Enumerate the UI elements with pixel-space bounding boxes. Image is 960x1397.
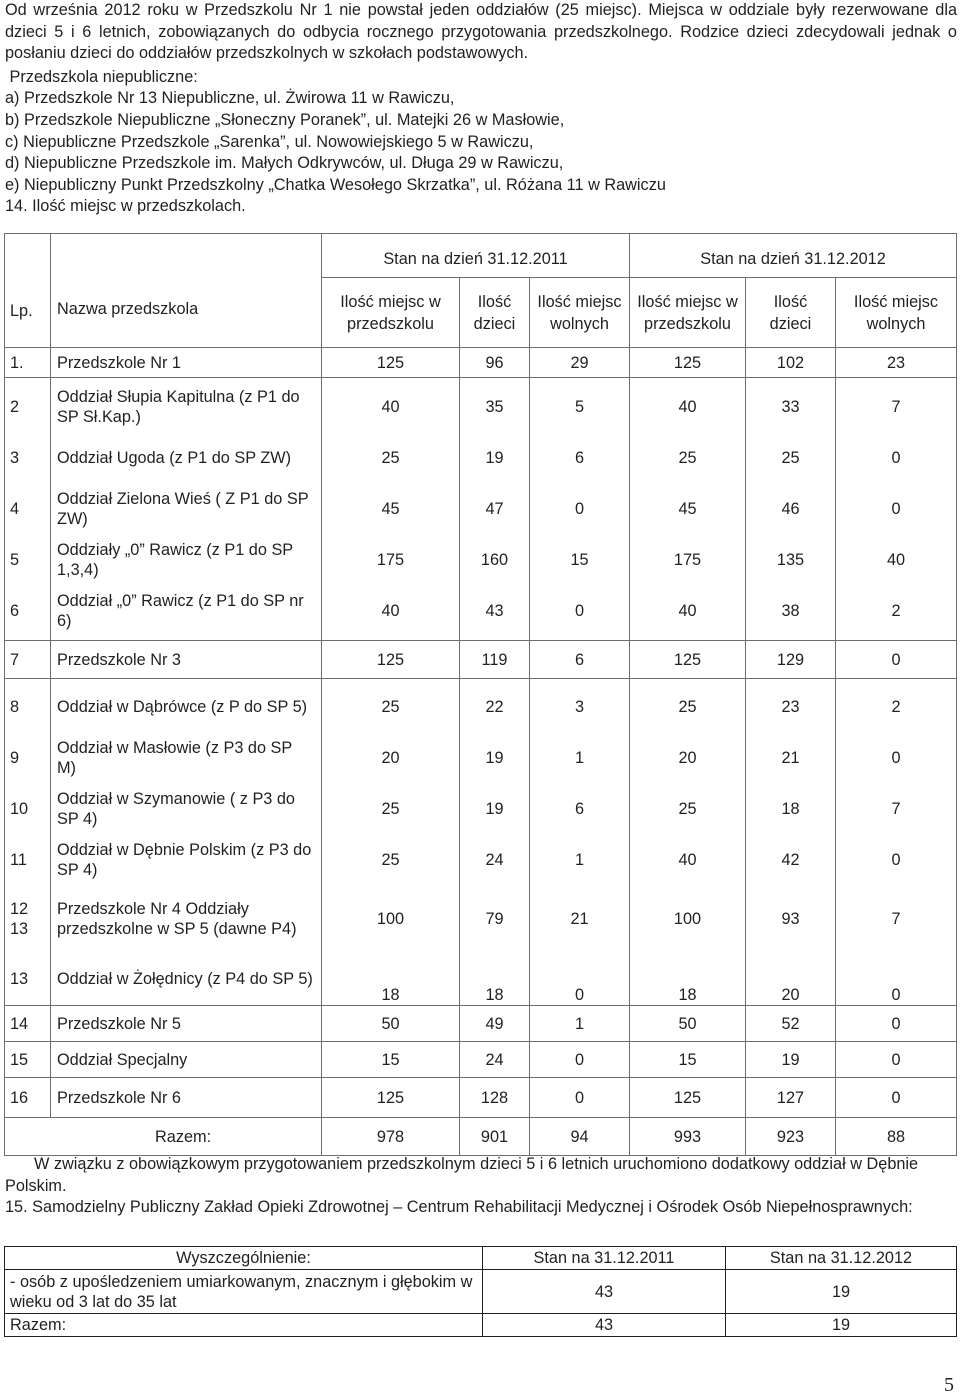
row-value: 0 <box>836 1006 957 1042</box>
row-value: 18 <box>485 986 504 1004</box>
group-names <box>51 679 322 1006</box>
row-value: 40 <box>381 602 400 620</box>
group-values <box>630 378 746 641</box>
list-item: d) Niepubliczne Przedszkole im. Małych Odkrywców, ul. Długa 29 w Rawiczu, <box>5 154 564 173</box>
row-value: 40 <box>678 602 697 620</box>
total-value: 901 <box>460 1118 530 1156</box>
row-value: 0 <box>574 986 585 1004</box>
list-item: e) Niepubliczny Punkt Przedszkolny „Chatka Wesołego Skrzatka”, ul. Różana 11 w Rawiczu <box>5 175 666 194</box>
row-value: 125 <box>630 641 746 679</box>
row-value: 100 <box>673 910 702 928</box>
row-value: 119 <box>460 641 530 679</box>
row-name: Oddział Zielona Wieś ( Z P1 do SP ZW) <box>57 490 309 528</box>
row-value: 23 <box>781 697 800 716</box>
row-value: 7 <box>891 398 901 416</box>
group-names <box>51 378 322 641</box>
row-value: 6 <box>574 799 585 818</box>
row-value: 45 <box>678 500 697 518</box>
row-lp: 9 <box>10 748 20 767</box>
table-row-group <box>5 679 957 1006</box>
row-value: 19 <box>485 449 504 467</box>
list-item: b) Przedszkole Niepubliczne „Słoneczny Poranek”, ul. Matejki 26 w Masłowie, <box>5 110 565 129</box>
table-row <box>5 1078 957 1118</box>
table-row <box>5 1006 957 1042</box>
row-value: 3 <box>574 697 585 716</box>
group-values <box>530 679 630 1006</box>
row-lp: 10 <box>10 799 29 818</box>
row-name: Oddział w Dębnie Polskim (z P3 do SP 4) <box>57 840 312 879</box>
row-value: 25 <box>781 449 800 467</box>
row-name: Przedszkole Nr 6 <box>51 1078 322 1118</box>
row-description: - osób z upośledzeniem umiarkowanym, znacznym i głębokim w wieku od 3 lat do 35 lat <box>5 1270 483 1314</box>
row-value: 1 <box>530 1006 630 1042</box>
rehabilitation-table <box>4 1246 957 1337</box>
non-public-heading: Przedszkola niepubliczne: <box>5 67 198 86</box>
row-value: 175 <box>376 551 405 569</box>
row-name: Oddział w Żołędnicy (z P4 do SP 5) <box>57 970 313 988</box>
row-value: 15 <box>570 551 589 569</box>
row-value: 102 <box>746 348 836 378</box>
row-name: Oddział Specjalny <box>51 1042 322 1078</box>
row-lp: 2 <box>10 398 20 416</box>
header-places: Ilość miejsc w przedszkolu <box>630 278 746 348</box>
row-value: 0 <box>574 602 585 620</box>
row-name: Przedszkole Nr 3 <box>51 641 322 679</box>
row-name: Przedszkole Nr 4 Oddziały przedszkolne w SP 5 (dawne P4) <box>57 900 297 938</box>
section-heading: 14. Ilość miejsc w przedszkolach. <box>5 197 246 216</box>
row-value: 35 <box>485 398 504 416</box>
row-value: 23 <box>836 348 957 378</box>
header-period-2012: Stan na dzień 31.12.2012 <box>630 234 957 278</box>
row-value: 19 <box>726 1270 957 1314</box>
header-free: Ilość miejsc wolnych <box>530 278 630 348</box>
row-value: 24 <box>460 1042 530 1078</box>
row-value: 0 <box>836 1078 957 1118</box>
row-value: 43 <box>485 602 504 620</box>
row-name: Oddział Słupia Kapitulna (z P1 do SP Sł.Kap.) <box>57 388 300 426</box>
table-row <box>5 1042 957 1078</box>
list-item: a) Przedszkole Nr 13 Niepubliczne, ul. Żwirowa 11 w Rawiczu, <box>5 89 455 108</box>
row-value: 25 <box>678 449 697 467</box>
row-value: 0 <box>891 449 901 467</box>
row-lp: 16 <box>5 1078 51 1118</box>
intro-paragraph: Od września 2012 roku w Przedszkolu Nr 1 nie powstał jeden oddziałów (25 miejsc). Miejsca w oddziale były rezerwowane dla dzieci 5 i 6 letnich, zobowiązanych do odbycia rocznego przygotowania przedszkolnego. Rodzice dzieci zdecydowali jednak o posłaniu dzieci do oddziałów przedszkolnych w szkołach podstawowych. <box>5 1 957 63</box>
total-value: 978 <box>322 1118 460 1156</box>
section-heading: 15. Samodzielny Publiczny Zakład Opieki Zdrowotnej – Centrum Rehabilitacji Medycznej i Ośrodek Osób Niepełnosprawnych: <box>5 1198 913 1217</box>
row-value: 5 <box>574 398 585 416</box>
row-name: Oddział w Dąbrówce (z P do SP 5) <box>57 697 308 716</box>
row-value: 100 <box>376 910 405 928</box>
row-value: 46 <box>781 500 800 518</box>
row-value: 19 <box>485 748 504 767</box>
row-value: 135 <box>776 551 805 569</box>
row-lp: 8 <box>10 697 20 716</box>
row-value: 1 <box>574 850 585 869</box>
row-value: 43 <box>483 1270 726 1314</box>
row-value: 125 <box>322 1078 460 1118</box>
row-value: 18 <box>678 986 697 1004</box>
row-value: 20 <box>381 748 400 767</box>
row-value: 15 <box>630 1042 746 1078</box>
group-values <box>836 679 957 1006</box>
row-lp: 12 13 <box>10 900 29 938</box>
row-value: 7 <box>891 910 901 928</box>
row-value: 125 <box>322 348 460 378</box>
row-name: Oddział w Szymanowie ( z P3 do SP 4) <box>57 789 295 828</box>
kindergarten-places-table <box>4 233 957 1156</box>
group-values <box>746 679 836 1006</box>
header-description: Wyszczególnienie: <box>5 1247 483 1270</box>
total-label: Razem: <box>5 1314 483 1337</box>
row-value: 40 <box>886 551 906 569</box>
header-2012: Stan na 31.12.2012 <box>726 1247 957 1270</box>
row-name: Przedszkole Nr 1 <box>51 348 322 378</box>
row-lp: 11 <box>10 850 27 869</box>
row-value: 0 <box>836 641 957 679</box>
total-value: 94 <box>530 1118 630 1156</box>
row-value: 127 <box>746 1078 836 1118</box>
header-free: Ilość miejsc wolnych <box>836 278 957 348</box>
row-value: 40 <box>678 850 697 869</box>
row-value: 50 <box>322 1006 460 1042</box>
row-name: Oddziały „0” Rawicz (z P1 do SP 1,3,4) <box>57 541 293 579</box>
group-values <box>746 378 836 641</box>
list-item: c) Niepubliczne Przedszkole „Sarenka”, ul. Nowowiejskiego 5 w Rawiczu, <box>5 132 534 151</box>
row-value: 21 <box>781 748 800 767</box>
group-values <box>530 378 630 641</box>
table-row <box>5 1270 957 1314</box>
header-2011: Stan na 31.12.2011 <box>483 1247 726 1270</box>
row-value: 0 <box>530 1042 630 1078</box>
group-values <box>836 378 957 641</box>
row-value: 0 <box>891 850 901 869</box>
row-value: 79 <box>485 910 504 928</box>
row-value: 38 <box>781 602 800 620</box>
row-value: 40 <box>678 398 697 416</box>
row-name: Oddział w Masłowie (z P3 do SP M) <box>57 738 292 777</box>
row-value: 0 <box>891 748 901 767</box>
total-value: 88 <box>836 1118 957 1156</box>
row-value: 42 <box>781 850 800 869</box>
row-value: 175 <box>673 551 702 569</box>
row-value: 2 <box>891 697 901 716</box>
row-value: 25 <box>381 799 400 818</box>
header-children: Ilość dzieci <box>460 278 530 348</box>
row-value: 47 <box>485 500 504 518</box>
group-values <box>322 378 460 641</box>
row-value: 24 <box>485 850 504 869</box>
row-value: 18 <box>781 799 800 818</box>
row-value: 6 <box>530 641 630 679</box>
row-lp: 5 <box>10 551 20 569</box>
row-value: 2 <box>891 602 901 620</box>
row-value: 25 <box>678 799 697 818</box>
row-lp: 14 <box>5 1006 51 1042</box>
total-value: 993 <box>630 1118 746 1156</box>
row-value: 25 <box>381 449 400 467</box>
page-number: 5 <box>944 1374 954 1396</box>
row-value: 93 <box>781 910 800 928</box>
row-value: 33 <box>781 398 800 416</box>
row-value: 0 <box>836 1042 957 1078</box>
row-value: 22 <box>485 697 504 716</box>
row-lp: 7 <box>5 641 51 679</box>
row-value: 125 <box>322 641 460 679</box>
total-value: 43 <box>483 1314 726 1337</box>
row-value: 52 <box>746 1006 836 1042</box>
group-values <box>460 378 530 641</box>
row-value: 7 <box>891 799 901 818</box>
group-lp <box>5 378 51 641</box>
table-row <box>5 348 957 378</box>
row-value: 6 <box>574 449 585 467</box>
row-value: 0 <box>891 986 901 1004</box>
row-lp: 15 <box>5 1042 51 1078</box>
row-value: 29 <box>530 348 630 378</box>
group-values <box>630 679 746 1006</box>
row-value: 20 <box>678 748 697 767</box>
row-lp: 6 <box>10 602 20 620</box>
intro-text <box>5 0 957 218</box>
row-value: 15 <box>322 1042 460 1078</box>
row-value: 19 <box>485 799 504 818</box>
row-value: 21 <box>570 910 589 928</box>
row-name: Przedszkole Nr 5 <box>51 1006 322 1042</box>
row-value: 160 <box>480 551 509 569</box>
table-row <box>5 641 957 679</box>
row-value: 0 <box>891 500 901 518</box>
row-name: Oddział „0” Rawicz (z P1 do SP nr 6) <box>57 592 304 630</box>
row-value: 45 <box>381 500 400 518</box>
row-value: 0 <box>574 500 585 518</box>
total-value: 923 <box>746 1118 836 1156</box>
row-lp: 3 <box>10 449 20 467</box>
row-value: 19 <box>746 1042 836 1078</box>
row-value: 50 <box>630 1006 746 1042</box>
header-name: Nazwa przedszkola <box>51 234 322 348</box>
row-lp: 1. <box>5 348 51 378</box>
total-row <box>5 1118 957 1156</box>
header-places: Ilość miejsc w przedszkolu <box>322 278 460 348</box>
header-lp: Lp. <box>5 234 51 348</box>
row-name: Oddział Ugoda (z P1 do SP ZW) <box>57 449 292 467</box>
row-value: 49 <box>460 1006 530 1042</box>
row-value: 0 <box>530 1078 630 1118</box>
header-children: Ilość dzieci <box>746 278 836 348</box>
row-value: 125 <box>630 348 746 378</box>
info-paragraph: W związku z obowiązkowym przygotowaniem przedszkolnym dzieci 5 i 6 letnich uruchomiono dodatkowy oddział w Dębnie Polskim. <box>5 1155 919 1195</box>
total-label: Razem: <box>5 1118 322 1156</box>
row-lp: 4 <box>10 500 20 518</box>
row-value: 18 <box>381 986 400 1004</box>
row-value: 20 <box>781 986 800 1004</box>
row-value: 1 <box>574 748 585 767</box>
row-value: 25 <box>381 697 400 716</box>
total-row <box>5 1314 957 1337</box>
after-text <box>5 1154 957 1219</box>
row-value: 129 <box>746 641 836 679</box>
header-period-2011: Stan na dzień 31.12.2011 <box>322 234 630 278</box>
table-row-group <box>5 378 957 641</box>
group-values <box>460 679 530 1006</box>
row-value: 40 <box>381 398 400 416</box>
row-value: 125 <box>630 1078 746 1118</box>
group-lp <box>5 679 51 1006</box>
total-value: 19 <box>726 1314 957 1337</box>
row-value: 96 <box>460 348 530 378</box>
row-lp: 13 <box>10 970 29 988</box>
row-value: 25 <box>678 697 697 716</box>
group-values <box>322 679 460 1006</box>
row-value: 128 <box>460 1078 530 1118</box>
row-value: 25 <box>381 850 400 869</box>
